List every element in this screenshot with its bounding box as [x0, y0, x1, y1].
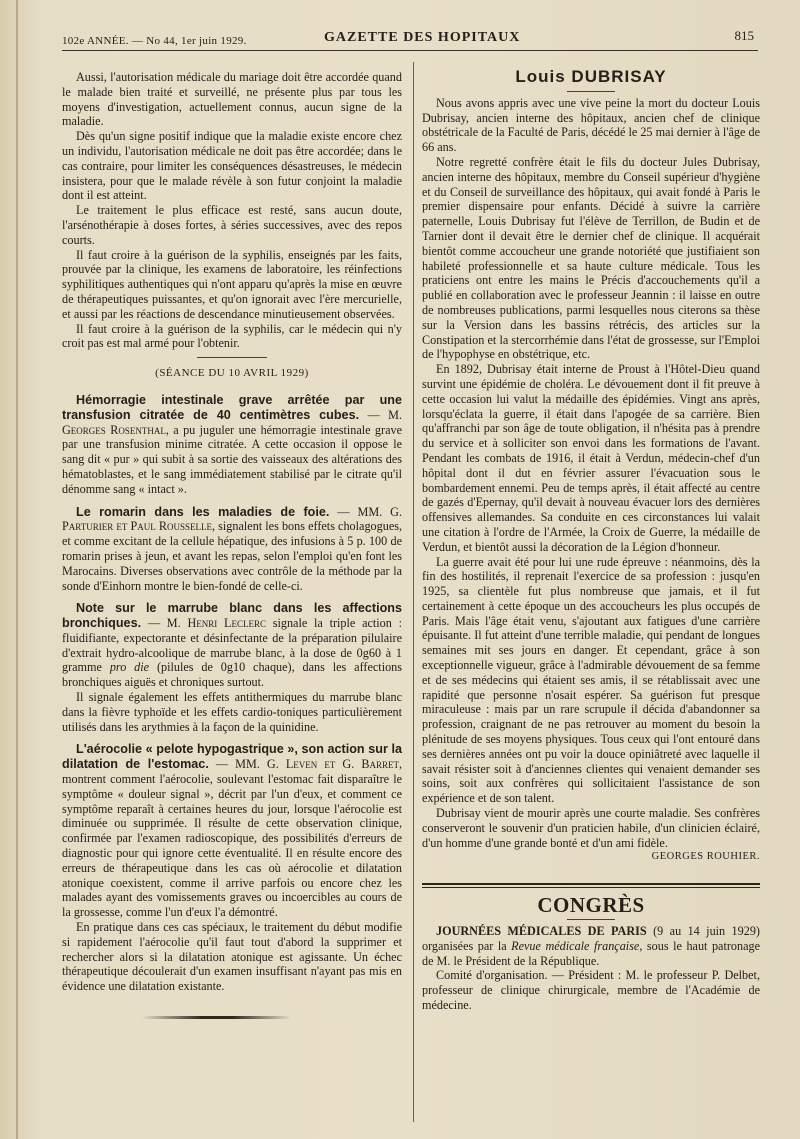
- journal-title: GAZETTE DES HOPITAUX: [324, 30, 521, 45]
- right-column: [422, 67, 761, 1013]
- intro-paragraph: Il faut croire à la guérison de la syphilis, car le médecin qui n'y croit pas est mal armé pour l'obtenir.: [62, 321, 402, 351]
- congres-paragraph: Comité d'organisation. — Président : M. le professeur P. Delbet, professeur de clinique chirurgicale, membre de l'Académie de médecine.: [422, 968, 760, 1013]
- title-divider: [567, 91, 615, 92]
- abstract-aerocolie: L'aérocolie « pelote hypogastrique », son action sur la dilatation de l'estomac. — MM. G. Leven et G. Barret, montrent comment l'aérocolie, soulevant l'estomac fait disparaître le symptôme « douleur signal », décrit par l'un d'eux, et comment ce symptôme reparaît à certaines heures du jour, lorsque l'aérocolie est diminuée ou supprimée. Il résulte de cette observation clinique, confirmée par l'examen radioscopique, des possibilités d'erreurs de diagnostic pour qui ignore cette éventualité. Il en résulte encore des erreurs de thérapeutique dans les cas où aérocolie et dilatation atonique coexistent, comme il arrive parfois ou encore chez les malades ayant des vomissements graves ou incoercibles au cours de la grossesse, comme l'un d'eux l'a démontré. En pratique dans ces cas spéciaux, le traitement du début modifie si rapidement l'aérocolie qu'il faut tout d'abord la supprimer et rechercher alors si la dilatation atonique est agissante. Un échec thérapeutique découlerait d'un examen insuffisant n'ayant pas mis en évidence une dilatation existante.: [62, 742, 403, 994]
- abstract-title: Note sur le marrube blanc dans les affections bronchiques.: [62, 601, 402, 631]
- congres-lead: JOURNÉES MÉDICALES DE PARIS: [436, 924, 647, 939]
- abstract-extra: Il signale également les effets antithermiques du marrube blanc dans la fièvre typhoïde et les effets cardio-toniques particulièrement utilisés dans les arythmies à la façon de la quinidine.: [62, 690, 402, 734]
- intro-paragraph: Dès qu'un signe positif indique que la maladie existe encore chez un individu, l'autorisation médicale ne doit pas être accordée; dans le cas contraire, pour limiter les conséquences désastreuses, le médecin insistera, pour que le malade révèle à son futur conjoint la maladie dont il est atteint.: [62, 129, 402, 203]
- congres-divider: [567, 919, 615, 920]
- page-number: 815: [734, 28, 754, 43]
- abstract-author: M. Henri Leclerc: [166, 616, 266, 631]
- abstract-body: signale la triple action : fluidifiante, expectorante et désinfectante de la préparation pilulaire d'extrait hydro-alcoolique de marrube blanc, à la dose de 0g60 à 1 gramme: [62, 616, 402, 675]
- abstract-hemorragie: Hémorragie intestinale grave arrêtée par une transfusion citratée de 40 centimètres cubes. — M. Georges Rosenthal, a pu juguler une hémorragie intestinale grave par une transfusion minime citratée. A cette occasion il oppose le sang dit « pur » qui subit à sa sortie des vaisseaux des altérations des hématoblastes, et le sang immédiatement stabilisé par le citrate qu'il dénomme sang « intact ».: [62, 392, 403, 496]
- congres-text-end: sous le haut patronage de M. le Président de la République.: [422, 938, 761, 968]
- issue-line: 102e ANNÉE. — No 44, 1er juin 1929.: [62, 35, 247, 47]
- congres-journal: Revue médicale française,: [511, 938, 643, 953]
- intro-paragraph: Le traitement le plus efficace est resté, sans aucun doute, l'arsénothérapie à doses fortes, à séries successives, avec des repos courts.: [62, 203, 402, 247]
- section-double-rule: [422, 883, 760, 888]
- end-ornament: [142, 1016, 292, 1019]
- abstract-romarin: Le romarin dans les maladies de foie. — MM. G. Parturier et Paul Rousselle, signalent les bons effets cholagogues, et comme excitant de la cellule hépatique, des infusions à 5 p. 100 de romarin prises à jeun, et avant les repas, selon l'emploi qu'en font les Marocains. Diverses observations avec contrôle de la méthode par la sonde d'Einhorn montre le bien-fondé de celle-ci.: [62, 504, 403, 593]
- obituary-paragraph: Nous avons appris avec une vive peine la mort du docteur Louis Dubrisay, ancien interne des hôpitaux, ancien chef de clinique obstétricale de la Faculté de Paris, décédé le 25 mai dernier à l'âge de 66 ans.: [422, 95, 760, 155]
- obituary-paragraph: La guerre avait été pour lui une rude épreuve : néanmoins, dès la fin des hostilités, il reprenait l'exercice de sa profession : jusqu'en 1925, sa clientèle fut plus nombreuse que jamais, et il fut certainement à cette époque un des accoucheurs les plus occupés de Paris. Mais l'âge était venu, s'ajoutant aux fatigues d'une carrière épuisante. Il fut atteint d'une terrible maladie, qui pendant de longues semaines mit ses jours en danger. Et cependant, grâce à son exceptionnelle vigueur, grâce à l'admirable dévouement de sa femme et de ses médecins qui étaient ses amis, il se rétablissait avec une rapidité que personne n'osait espérer. Sa guérison fut presque miraculeuse : mais par un rare scrupule il décida d'abandonner sa profession, craignant de ne pas retrouver au moment du besoin la plénitude de ses moyens physiques. Tous ceux qui l'ont entouré dans ses dernières années ont pu voir la douce opiniâtreté avec laquelle il savait résister soit à d'anciennes clientes qui venaient demander ses soins, soit aux confrères qui sollicitaient l'assistance de son expérience et de son talent.: [422, 554, 760, 806]
- abstract-body: montrent comment l'aérocolie, soulevant l'estomac fait disparaître le symptôme « douleur signal », décrit par l'un d'eux, et comment ce symptôme reparaît à certaines heures du jour, lorsque l'aérocolie est diminuée ou supprimée. Il résulte de cette observation clinique, confirmée par l'examen radioscopique, des possibilités d'erreurs de diagnostic pour qui ignore cette éventualité. Il en résulte encore des erreurs de thérapeutique dans les cas où aérocolie et dilatation atonique coexistent, comme il arrive parfois ou encore chez les malades ayant des vomissements graves ou incoercibles au cours de la grossesse, comme l'un d'eux l'a démontré.: [62, 772, 402, 920]
- column-divider: [413, 62, 414, 1122]
- left-column: [62, 70, 402, 1019]
- page-header: [62, 26, 762, 52]
- congres-title: CONGRÈS: [537, 893, 645, 918]
- header-rule: [62, 50, 758, 51]
- obituary-paragraph: Dubrisay vient de mourir après une courte maladie. Ses confrères conserveront le souvenir d'un praticien habile, d'un clinicien éclairé, d'un homme d'une grande bonté et d'un ami fidèle.: [422, 806, 760, 850]
- abstract-author: MM. G. Leven et G. Barret: [235, 757, 399, 772]
- abstract-extra: En pratique dans ces cas spéciaux, le traitement du début modifie si rapidement l'aérocolie qu'il faut tout d'abord la supprimer et rechercher alors si la dilatation atonique est agissante. Un échec thérapeutique découlerait d'un examen insuffisant n'ayant pas mis en évidence une dilatation existante.: [62, 920, 402, 994]
- seance-heading: (SÉANCE DU 10 AVRIL 1929): [155, 367, 309, 380]
- section-divider: [197, 357, 267, 358]
- binding-edge: [16, 0, 18, 1139]
- abstract-marrube: Note sur le marrube blanc dans les affections bronchiques. — M. Henri Leclerc signale la triple action : fluidifiante, expectorante et désinfectante de la préparation pilulaire d'extrait hydro-alcoolique de marrube blanc, à la dose de 0g60 à 1 gramme pro die (pilules de 0g10 chaque), dans les affections bronchiques aiguës et chroniques surtout. Il signale également les effets antithermiques du marrube blanc dans la fièvre typhoïde et les effets cardio-toniques particulièrement utilisés dans les arythmies à la façon de la quinidine.: [62, 601, 403, 734]
- abstract-body: signalent les bons effets cholagogues, et comme excitant de la cellule hépatique, des infusions à 5 p. 100 de romarin prises à jeun, et avant les repas, selon l'emploi qu'en font les Marocains. Diverses observations avec contrôle de la méthode par la sonde d'Einhorn montre le bien-fondé de celle-ci.: [62, 519, 403, 593]
- abstract-title: Le romarin dans les maladies de foie.: [76, 504, 330, 519]
- signature: GEORGES ROUHIER.: [651, 851, 760, 863]
- intro-paragraph: Aussi, l'autorisation médicale du mariage doit être accordée quand le malade bien traité et surveillé, ne présente plus par tous les moyens d'investigation, actuellement connus, aucun signe de la maladie.: [62, 70, 402, 129]
- obituary-paragraph: Notre regretté confrère était le fils du docteur Jules Dubrisay, ancien interne des hôpitaux, membre du Conseil supérieur d'hygiène et du Conseil de surveillance des hôpitaux, qui avait fondé à Paris le premier dispensaire pour enfants. Décidé à suivre la carrière paternelle, Louis Dubrisay fut l'élève de Terrillon, de Budin et de Tarnier dont il devait être le dernier chef de clinique. Il acquérait bientôt comme accoucheur une grande notoriété que justifiaient son habileté professionnelle et sa haute culture médicale. Tous les praticiens ont entre les mains le Précis d'accouchements qu'il a publié en collaboration avec le professeur Jeannin : il laisse en outre de nombreuses publications, parmi lesquelles nous citerons sa thèse sur la Version dans les bassins rétrécis, des articles sur la Constipation et la stercorrhémie dans l'état de grossesse, sur l'Emploi de l'hypophyse en obstétrique, etc.: [422, 154, 760, 362]
- intro-paragraph: Il faut croire à la guérison de la syphilis, enseignés par les faits, prouvée par la clinique, les examens de laboratoire, les réinfections syphilitiques authentiques qui n'ont apparu qu'après la mise en œuvre de thérapeutiques puissantes, et qu'on ignorait avec l'ère mercurielle, et aussi par les réactions de descendance minutieusement observées.: [62, 247, 402, 321]
- congres-text: (9 au 14 juin 1929) organisées par la: [422, 924, 760, 953]
- obituary-title: Louis DUBRISAY: [515, 67, 667, 86]
- abstract-author: M. Georges Rosenthal: [62, 407, 403, 437]
- abstract-body-italic: pro die: [109, 660, 150, 675]
- obituary-paragraph: En 1892, Dubrisay était interne de Proust à l'Hôtel-Dieu quand survint une épidémie de choléra. Le dévouement dont il fit preuve à cette occasion lui valut la médaille des épidémies. Vingt ans après, lorsqu'éclata la guerre, il était dans l'apogée de sa carrière. Bien qu'affranchi par son âge de toute obligation, il n'hésita pas à prendre du service et à solliciter son envoi dans les formations de l'avant. Pendant les combats de 1916, il était à Verdun, médecin-chef d'un hôpital dont il dut en février assurer l'évacuation sous le bombardement ennemi. Peu de temps après, il était affecté au centre de gazés d'Epernay, qu'il devait à nouveau évacuer lors des dernières offensives allemandes. Sa conduite en ces circonstances lui valait une citation à l'ordre de l'Armée, la Croix de Guerre, la médaille de Verdun, et bientôt aussi la décoration de la Légion d'honneur.: [422, 362, 760, 554]
- abstract-body-end: (pilules de 0g10 chaque), dans les affections bronchiques aiguës et chroniques surtout.: [62, 660, 403, 690]
- abstract-body: a pu juguler une hémorragie intestinale grave par une transfusion minime citratée. A cette occasion il oppose le sang dit « pur » qui subit à sa sortie des vaisseaux des altérations des hématoblastes, et le sang immédiatement stabilisé par le citrate qu'il dénomme sang « intact ».: [62, 422, 402, 496]
- abstract-author: MM. G. Parturier et Paul Rousselle: [62, 504, 403, 534]
- abstract-title: L'aérocolie « pelote hypogastrique », son action sur la dilatation de l'estomac.: [62, 742, 402, 772]
- abstract-title: Hémorragie intestinale grave arrêtée par une transfusion citratée de 40 centimètres cubes.: [62, 392, 402, 422]
